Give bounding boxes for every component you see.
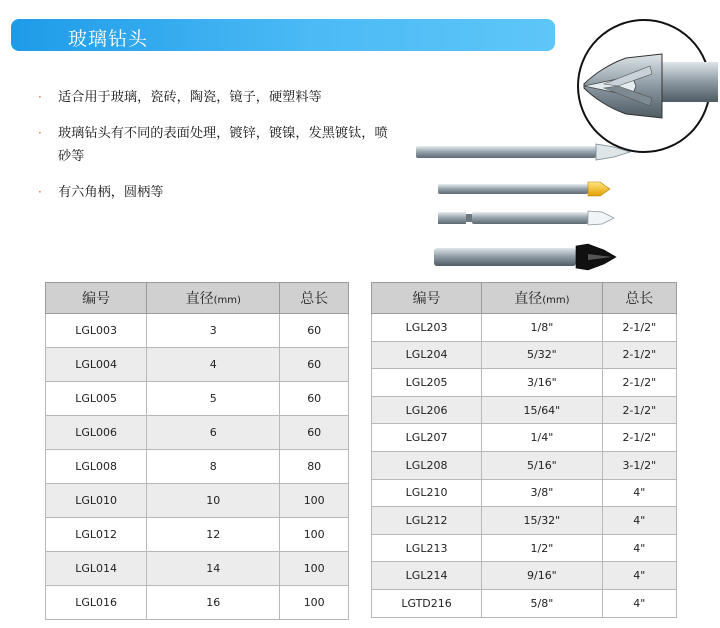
header-diameter-label: 直径	[185, 291, 214, 307]
cell-code: LGL003	[46, 314, 147, 348]
header-diameter	[482, 283, 603, 314]
header-length: 总长	[280, 283, 349, 314]
cell-code: LGL205	[372, 369, 482, 397]
table-row	[46, 552, 349, 586]
table-row	[46, 416, 349, 450]
feature-item	[38, 122, 388, 168]
table-row	[372, 589, 677, 617]
cell-length: 4"	[602, 479, 676, 507]
cell-code: LGL207	[372, 424, 482, 452]
table-row	[372, 507, 677, 535]
cell-diameter: 12	[147, 518, 280, 552]
bullet-icon: ·	[38, 90, 42, 104]
cell-length: 2-1/2"	[602, 314, 676, 342]
cell-length: 2-1/2"	[602, 369, 676, 397]
table-row	[372, 479, 677, 507]
table-row	[372, 341, 677, 369]
drill-bit-2-icon	[438, 182, 610, 196]
cell-length: 4"	[602, 507, 676, 535]
feature-text: 适合用于玻璃，瓷砖，陶瓷，镜子，硬塑料等	[58, 90, 322, 105]
cell-diameter: 5/16"	[482, 451, 603, 479]
table-row	[372, 562, 677, 590]
drill-bit-3-icon	[438, 211, 614, 225]
cell-diameter: 1/2"	[482, 534, 603, 562]
cell-diameter: 9/16"	[482, 562, 603, 590]
page-title: 玻璃钻头	[68, 28, 149, 50]
feature-text: 有六角柄，圆柄等	[58, 185, 164, 200]
header-length: 总长	[602, 283, 676, 314]
table-header-row	[372, 283, 677, 314]
spec-table-metric	[45, 282, 349, 620]
table-row	[372, 451, 677, 479]
cell-diameter: 8	[147, 450, 280, 484]
cell-diameter: 5	[147, 382, 280, 416]
cell-diameter: 3/16"	[482, 369, 603, 397]
cell-length: 100	[280, 586, 349, 620]
header-code: 编号	[46, 283, 147, 314]
table-header-row	[46, 283, 349, 314]
feature-item	[38, 86, 388, 109]
cell-code: LGL206	[372, 396, 482, 424]
cell-diameter: 5/32"	[482, 341, 603, 369]
drill-bits-illustration	[404, 14, 720, 274]
cell-code: LGL004	[46, 348, 147, 382]
cell-code: LGL213	[372, 534, 482, 562]
table-row	[372, 369, 677, 397]
header-diameter-unit: (mm)	[542, 295, 570, 306]
header-diameter-label: 直径	[514, 291, 543, 307]
cell-length: 4"	[602, 589, 676, 617]
table-row	[46, 586, 349, 620]
cell-length: 60	[280, 382, 349, 416]
cell-code: LGL005	[46, 382, 147, 416]
cell-code: LGL008	[46, 450, 147, 484]
cell-length: 4"	[602, 562, 676, 590]
cell-length: 100	[280, 484, 349, 518]
drill-bit-4-icon	[434, 244, 616, 270]
cell-length: 4"	[602, 534, 676, 562]
cell-diameter: 3/8"	[482, 479, 603, 507]
cell-code: LGL210	[372, 479, 482, 507]
header-code: 编号	[372, 283, 482, 314]
cell-code: LGL212	[372, 507, 482, 535]
header-diameter	[147, 283, 280, 314]
cell-length: 100	[280, 518, 349, 552]
cell-length: 60	[280, 314, 349, 348]
bullet-icon: ·	[38, 126, 42, 140]
magnified-tip-icon	[578, 20, 718, 152]
table-row	[46, 314, 349, 348]
header-diameter-unit: (mm)	[213, 295, 241, 306]
cell-length: 2-1/2"	[602, 396, 676, 424]
cell-diameter: 15/64"	[482, 396, 603, 424]
cell-diameter: 10	[147, 484, 280, 518]
feature-item	[38, 181, 388, 204]
bullet-icon: ·	[38, 185, 42, 199]
table-row	[46, 484, 349, 518]
cell-code: LGL012	[46, 518, 147, 552]
table-row	[46, 518, 349, 552]
table-row	[372, 396, 677, 424]
table-row	[372, 534, 677, 562]
cell-length: 60	[280, 416, 349, 450]
cell-length: 2-1/2"	[602, 424, 676, 452]
cell-code: LGL014	[46, 552, 147, 586]
cell-code: LGL016	[46, 586, 147, 620]
cell-length: 60	[280, 348, 349, 382]
table-row	[372, 424, 677, 452]
cell-diameter: 1/8"	[482, 314, 603, 342]
drill-bit-1-icon	[416, 144, 630, 160]
cell-length: 3-1/2"	[602, 451, 676, 479]
table-row	[46, 348, 349, 382]
cell-code: LGL006	[46, 416, 147, 450]
table-row	[372, 314, 677, 342]
cell-code: LGL204	[372, 341, 482, 369]
cell-diameter: 4	[147, 348, 280, 382]
cell-code: LGL010	[46, 484, 147, 518]
table-row	[46, 450, 349, 484]
cell-code: LGL208	[372, 451, 482, 479]
cell-diameter: 5/8"	[482, 589, 603, 617]
cell-diameter: 15/32"	[482, 507, 603, 535]
cell-code: LGTD216	[372, 589, 482, 617]
cell-diameter: 3	[147, 314, 280, 348]
feature-text: 玻璃钻头有不同的表面处理，镀锌，镀镍，发黑镀钛，喷砂等	[58, 126, 388, 164]
cell-length: 100	[280, 552, 349, 586]
table-row	[46, 382, 349, 416]
cell-length: 2-1/2"	[602, 341, 676, 369]
feature-list	[38, 86, 388, 217]
cell-diameter: 14	[147, 552, 280, 586]
cell-code: LGL203	[372, 314, 482, 342]
cell-length: 80	[280, 450, 349, 484]
cell-diameter: 1/4"	[482, 424, 603, 452]
cell-diameter: 16	[147, 586, 280, 620]
cell-code: LGL214	[372, 562, 482, 590]
spec-table-imperial	[371, 282, 677, 618]
cell-diameter: 6	[147, 416, 280, 450]
